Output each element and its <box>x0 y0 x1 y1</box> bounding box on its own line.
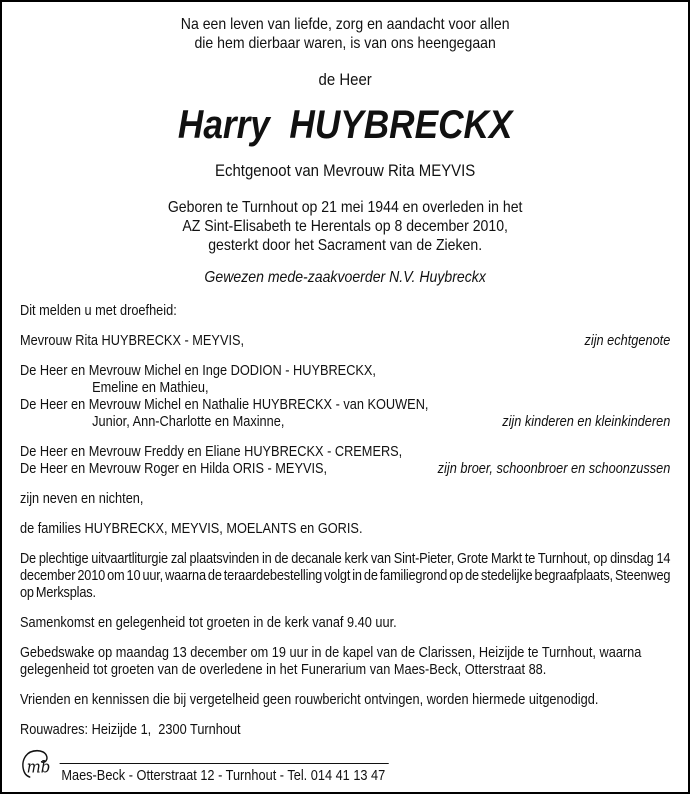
deceased-name: Harry HUYBRECKX <box>177 103 513 147</box>
intro-verse-line1: Na een leven van liefde, zorg en aandacht voor allen <box>180 16 510 33</box>
spouse-name: Mevrouw Rita HUYBRECKX - MEYVIS, <box>20 333 245 349</box>
birth-death-line2: AZ Sint-Elisabeth te Herentals op 8 december 2010, <box>182 218 508 235</box>
grandchildren-line: Junior, Ann-Charlotte en Maxinne, <box>92 414 285 430</box>
announcement-intro: Dit melden u met droefheid: <box>20 303 177 319</box>
wake-paragraph: Gebedswake op maandag 13 december om 19 uur in de kapel van de Clarissen, Heizijde te Turnhout, waarna gelegenheid tot groeten van de overledene in het Funerarium van Maes-Beck, Otterstraat 88. <box>20 645 642 678</box>
salutation: de Heer <box>318 70 372 89</box>
friends-notice-line: Vrienden en kennissen die bij vergetelheid geen rouwbericht ontvingen, worden hiermede uitgenodigd. <box>20 692 599 708</box>
children-relation: zijn kinderen en kleinkinderen <box>502 414 671 430</box>
sibling-line: De Heer en Mevrouw Roger en Hilda ORIS - MEYVIS, <box>20 461 328 477</box>
siblings-lines <box>20 444 402 478</box>
spouse-row <box>20 333 670 350</box>
nieces-nephews-line: zijn neven en nichten, <box>20 491 144 507</box>
maes-beck-logo-icon <box>20 748 53 785</box>
funeral-service-paragraph: De plechtige uitvaartliturgie zal plaatsvinden in de decanale kerk van Sint-Pieter, Grote Markt te Turnhout, op dinsdag 14 december 2010 om 10 uur, waarna de teraardebestelling volgt in de familiegrond op de stedelijke begraafplaats, Steenweg op Merksplas. <box>20 551 671 601</box>
grandchildren-line: Emeline en Mathieu, <box>92 380 209 396</box>
children-block <box>20 363 670 431</box>
children-line: De Heer en Mevrouw Michel en Inge DODION - HUYBRECKX, <box>20 363 376 379</box>
svg-text:mb: mb <box>26 756 51 777</box>
families-line: de families HUYBRECKX, MEYVIS, MOELANTS en GORIS. <box>20 521 363 537</box>
profession-line: Gewezen mede-zaakvoerder N.V. Huybreckx <box>204 269 486 286</box>
spouse-relation: zijn echtgenote <box>584 333 671 349</box>
birth-death-line1: Geboren te Turnhout op 21 mei 1944 en overleden in het <box>167 199 523 216</box>
gathering-line: Samenkomst en gelegenheid tot groeten in de kerk vanaf 9.40 uur. <box>20 615 397 631</box>
children-lines <box>20 363 428 431</box>
birth-death-block <box>20 198 670 255</box>
siblings-relation: zijn broer, schoonbroer en schoonzussen <box>437 461 671 477</box>
mourning-address-line: Rouwadres: Heizijde 1, 2300 Turnhout <box>20 722 241 738</box>
siblings-block <box>20 444 670 478</box>
funeral-home-footer <box>20 748 670 785</box>
birth-death-line3: gesterkt door het Sacrament van de Zieken. <box>208 237 483 254</box>
intro-verse-line2: die hem dierbaar waren, is van ons heengegaan <box>194 35 496 52</box>
spouse-of-line: Echtgenoot van Mevrouw Rita MEYVIS <box>215 161 476 180</box>
sibling-line: De Heer en Mevrouw Freddy en Eliane HUYBRECKX - CREMERS, <box>20 444 403 460</box>
funeral-home-contact: Maes-Beck - Otterstraat 12 - Turnhout - Tel. 014 41 13 47 <box>60 763 389 785</box>
children-line: De Heer en Mevrouw Michel en Nathalie HUYBRECKX - van KOUWEN, <box>20 397 429 413</box>
intro-verse <box>20 15 670 53</box>
